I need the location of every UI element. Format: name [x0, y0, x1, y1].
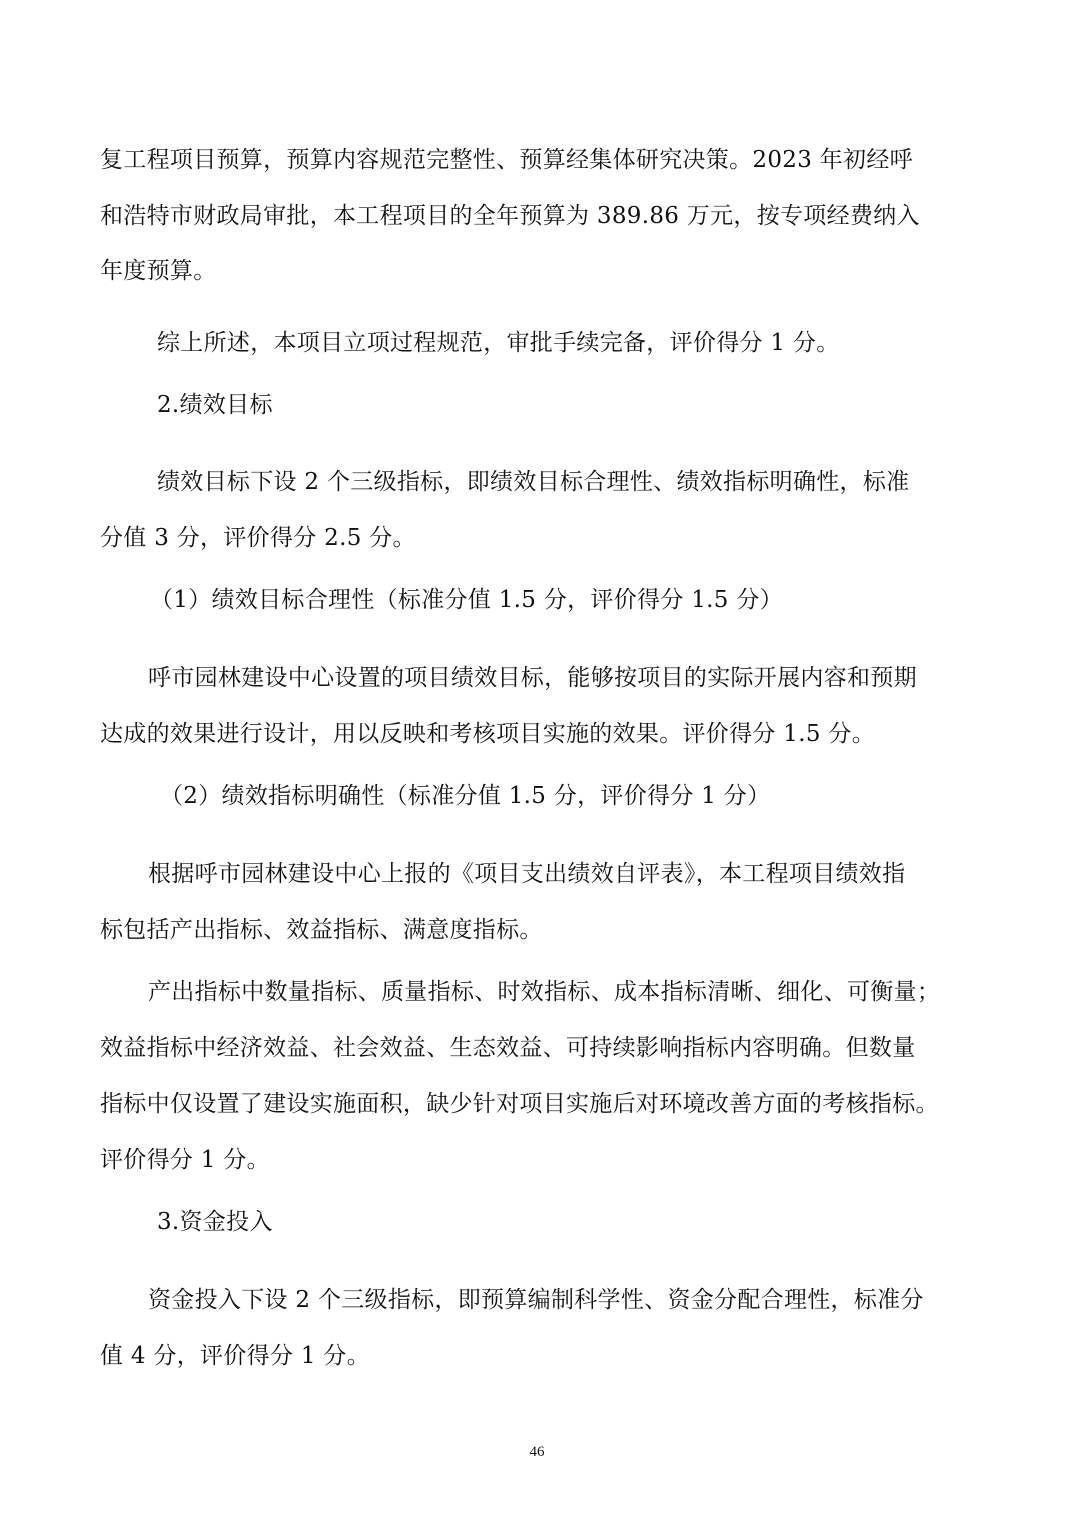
text-line: 指标中仅设置了建设实施面积，缺少针对项目实施后对环境改善方面的考核指标。: [100, 1091, 939, 1117]
section-heading: 3.资金投入: [157, 1209, 273, 1235]
text-line: 和浩特市财政局审批，本工程项目的全年预算为 389.86 万元，按专项经费纳入: [100, 203, 920, 229]
text-line: 综上所述，本项目立项过程规范，审批手续完备，评价得分 1 分。: [157, 330, 840, 356]
section-heading: 2.绩效目标: [157, 392, 273, 418]
text-line: 复工程项目预算，预算内容规范完整性、预算经集体研究决策。2023 年初经呼: [100, 147, 913, 173]
text-line: 年度预算。: [100, 258, 217, 284]
text-line: 根据呼市园林建设中心上报的《项目支出绩效自评表》，本工程项目绩效指: [148, 861, 906, 887]
subsection-heading: （2）绩效指标明确性（标准分值 1.5 分，评价得分 1 分）: [160, 783, 771, 809]
text-line: 值 4 分，评价得分 1 分。: [100, 1343, 371, 1369]
text-line: 绩效目标下设 2 个三级指标，即绩效目标合理性、绩效指标明确性，标准: [157, 469, 910, 495]
text-line: 评价得分 1 分。: [100, 1147, 270, 1173]
text-line: 资金投入下设 2 个三级指标，即预算编制科学性、资金分配合理性，标准分: [148, 1287, 924, 1313]
text-line: 分值 3 分，评价得分 2.5 分。: [100, 525, 416, 551]
subsection-heading: （1）绩效目标合理性（标准分值 1.5 分，评价得分 1.5 分）: [150, 587, 783, 613]
text-line: 效益指标中经济效益、社会效益、生态效益、可持续影响指标内容明确。但数量: [100, 1035, 916, 1061]
text-line: 产出指标中数量指标、质量指标、时效指标、成本指标清晰、细化、可衡量；: [148, 979, 941, 1005]
text-line: 呼市园林建设中心设置的项目绩效目标，能够按项目的实际开展内容和预期: [148, 665, 917, 691]
text-line: 达成的效果进行设计，用以反映和考核项目实施的效果。评价得分 1.5 分。: [100, 721, 875, 747]
text-line: 标包括产出指标、效益指标、满意度指标。: [100, 917, 543, 943]
page-number: 46: [529, 1444, 545, 1460]
